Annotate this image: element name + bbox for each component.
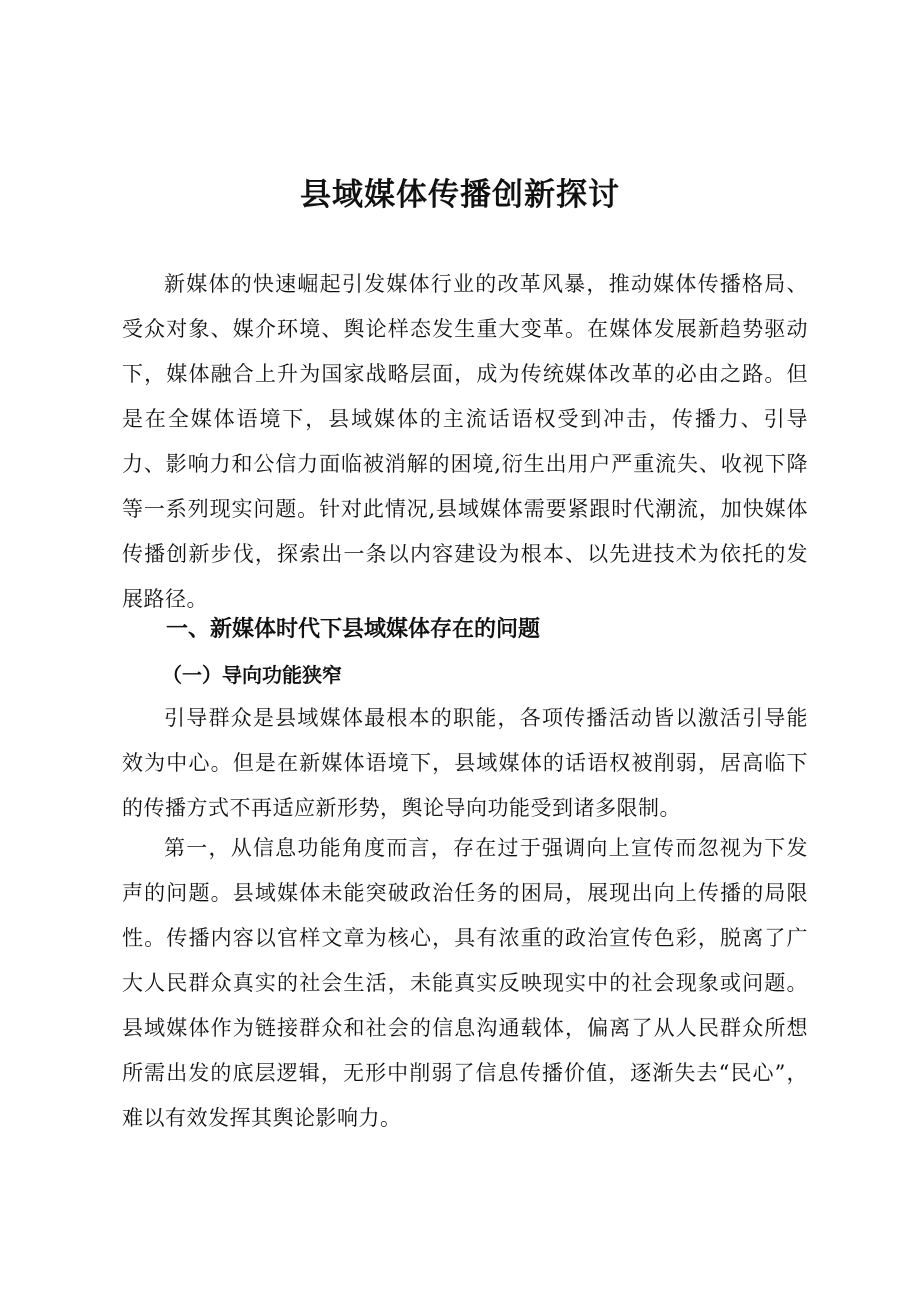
paragraph-intro: 新媒体的快速崛起引发媒体行业的改革风暴，推动媒体传播格局、受众对象、媒介环境、舆论样态发生重大变革。在媒体发展新趋势驱动下，媒体融合上升为国家战略层面，成为传统媒体改革的必由之路。但是在全媒体语境下，县域媒体的主流话语权受到冲击，传播力、引导力、影响力和公信力面临被消解的困境,衍生出用户严重流失、收视下降等一系列现实问题。针对此情况,县域媒体需要紧跟时代潮流，加快媒体传播创新步伐，探索出一条以内容建设为根本、以先进技术为依托的发展路径。 (122, 272, 808, 611)
document-title: 县域媒体传播创新探讨 (300, 177, 620, 213)
section-heading: 一、新媒体时代下县域媒体存在的问题 (166, 617, 541, 642)
paragraph-first-point: 第一，从信息功能角度而言，存在过于强调向上宣传而忽视为下发声的问题。县域媒体未能突破政治任务的困局，展现出向上传播的局限性。传播内容以官样文章为核心，具有浓重的政治宣传色彩，脱离了广大人民群众真实的社会生活，未能真实反映现实中的社会现象或问题。县域媒体作为链接群众和社会的信息沟通载体，偏离了从人民群众所想所需出发的底层逻辑，无形中削弱了信息传播价值，逐渐失去“民心”，难以有效发挥其舆论影响力。 (122, 836, 808, 1130)
subsection-heading: （一）导向功能狭窄 (162, 663, 342, 687)
paragraph-guidance: 引导群众是县域媒体最根本的职能，各项传播活动皆以激活引导能效为中心。但是在新媒体语境下，县域媒体的话语权被削弱，居高临下的传播方式不再适应新形势，舆论导向功能受到诸多限制。 (122, 706, 808, 820)
